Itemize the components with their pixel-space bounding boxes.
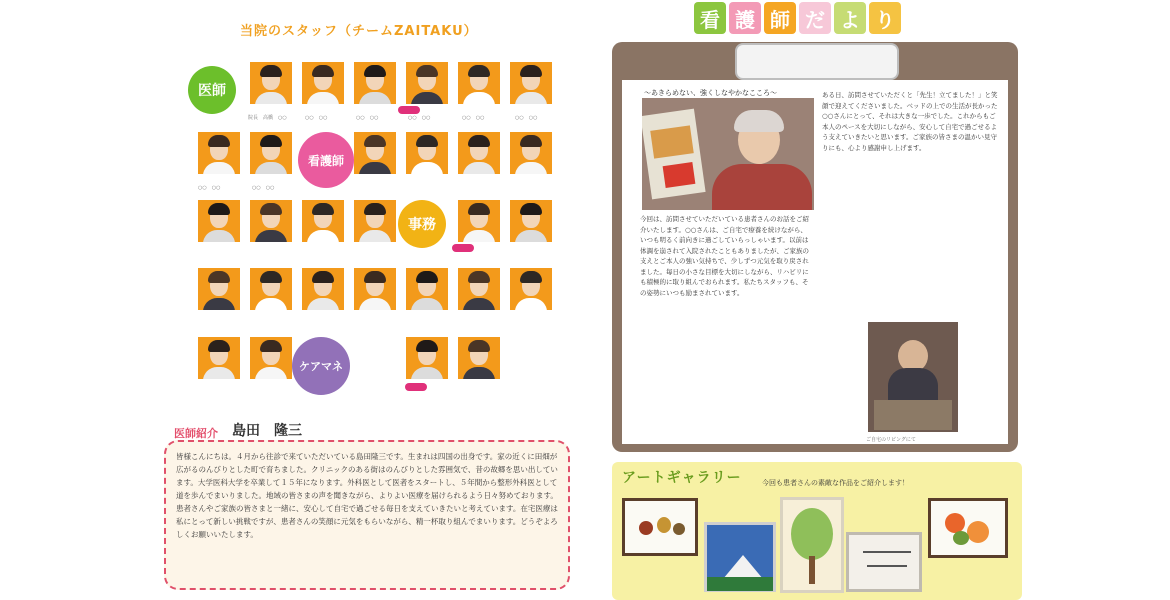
newsletter-title: [694, 2, 901, 34]
intro-text: 皆様こんにちは。４月から往診で来ていただいている島田隆三です。生まれは四国の出身です。家の近くに田畑が広がるのんびりとした町で育ちました。クリニックのある街はのんびりとした雰囲気で、昔の故郷を思い出しています。大学医科大学を卒業して１５年になります。外科医として医者をスタートし、５年間から整形外科医として道を歩んでまいりました。地域の皆さまの声を聞きながら、よりよい医療を届けられるよう日々努めております。患者さんやご家族の皆さまと一緒に、安心して自宅で過ごせる毎日を支えていきたいと考えています。在宅医療は私にとって新しい挑戦ですが、患者さんの笑顔に元気をもらいながら、精一杯取り組んでまいります。どうぞよろしくお願いいたします。: [176, 452, 558, 539]
title-char: 看: [694, 2, 726, 34]
bubble-office: [398, 200, 446, 248]
staff-photo: [198, 132, 240, 174]
staff-photo: [302, 268, 344, 310]
caption-4: ○○ ○○: [408, 115, 431, 121]
new-badge: [398, 106, 420, 114]
article-column-1: 今回は、訪問させていただいている患者さんのお話をご紹介いたします。○○さんは、ご自宅で療養を続けながら、いつも明るく前向きに過ごしていらっしゃいます。以前は体調を崩されて入院されたこともありましたが、ご家族の支えとご本人の強い気持ちで、少しずつ元気を取り戻されました。毎日の小さな目標を大切にしながら、リハビリにも積極的に取り組んでおられます。私たちスタッフも、その姿勢にいつも励まされています。: [640, 215, 809, 297]
artwork-frame-tree: [780, 497, 844, 593]
caption-3: ○○ ○○: [356, 115, 379, 121]
title-char: よ: [834, 2, 866, 34]
article-heading: 〜あきらめない、強くしなやかなこころ〜: [644, 89, 777, 97]
caption-7: ○○ ○○: [198, 185, 221, 191]
staff-photo: [250, 132, 292, 174]
staff-photo: [198, 268, 240, 310]
staff-photo: [198, 337, 240, 379]
new-badge: [405, 383, 427, 391]
staff-photo: [406, 337, 448, 379]
bubble-nurse: [298, 132, 354, 188]
staff-photo: [406, 132, 448, 174]
staff-photo: [406, 62, 448, 104]
photo-patient-room: [868, 322, 958, 432]
staff-photo: [302, 62, 344, 104]
intro-box: [164, 440, 570, 590]
title-char: だ: [799, 2, 831, 34]
artwork-frame-calligraphy: [846, 532, 922, 592]
title-char: 護: [729, 2, 761, 34]
bubble-nurse-label: 看護師: [307, 153, 344, 168]
caption-2: ○○ ○○: [305, 115, 328, 121]
title-char: 師: [764, 2, 796, 34]
staff-title: 当院のスタッフ（チームZAITAKU）: [240, 24, 478, 39]
intro-heading: 医師紹介: [174, 427, 218, 440]
staff-photo: [198, 200, 240, 242]
intro-doctor-name: 島田 隆三: [232, 423, 302, 439]
bubble-office-label: 事務: [408, 217, 436, 233]
staff-photo: [406, 268, 448, 310]
staff-photo: [354, 200, 396, 242]
bubble-caremanager: [292, 337, 350, 395]
staff-photo: [354, 132, 396, 174]
staff-photo: [458, 62, 500, 104]
caption-1: 院長 高橋 ○○: [248, 115, 287, 121]
staff-photo: [510, 132, 552, 174]
gallery-note: 今回も患者さんの素敵な作品をご紹介します！: [762, 479, 909, 487]
caption-6: ○○ ○○: [515, 115, 538, 121]
staff-photo: [354, 268, 396, 310]
staff-photo: [250, 200, 292, 242]
bubble-doctor-label: 医師: [198, 83, 226, 99]
photo-patient-reading: [642, 98, 814, 210]
artwork-frame-fruit: [622, 498, 698, 556]
staff-photo: [458, 268, 500, 310]
staff-photo: [250, 268, 292, 310]
artwork-frame-mountain: [704, 522, 776, 592]
staff-photo: [510, 62, 552, 104]
caption-8: ○○ ○○: [252, 185, 275, 191]
staff-photo: [458, 200, 500, 242]
staff-photo: [458, 337, 500, 379]
artwork-frame-flowers: [928, 498, 1008, 558]
new-badge: [452, 244, 474, 252]
article-column-2: ある日、訪問させていただくと「先生！立てました！」と笑顔で迎えてくださいました。ベッドの上での生活が長かった○○さんにとって、それは大きな一歩でした。これからもご本人のペースを大切にしながら、安心して自宅で過ごせるよう支えていきたいと思います。ご家族の皆さまの温かい見守りにも、心より感謝申し上げます。: [822, 91, 998, 152]
photo-caption: ご自宅のリビングにて: [866, 437, 916, 443]
staff-photo: [250, 337, 292, 379]
staff-photo: [510, 268, 552, 310]
title-char: り: [869, 2, 901, 34]
staff-photo: [250, 62, 292, 104]
staff-photo: [354, 62, 396, 104]
bubble-caremanager-label: ケアマネ: [299, 360, 343, 373]
bubble-doctor: [188, 66, 236, 114]
staff-photo: [458, 132, 500, 174]
staff-photo: [510, 200, 552, 242]
gallery-title: アートギャラリー: [622, 470, 742, 486]
staff-photo: [302, 200, 344, 242]
clipboard-clip: [735, 43, 899, 80]
caption-5: ○○ ○○: [462, 115, 485, 121]
